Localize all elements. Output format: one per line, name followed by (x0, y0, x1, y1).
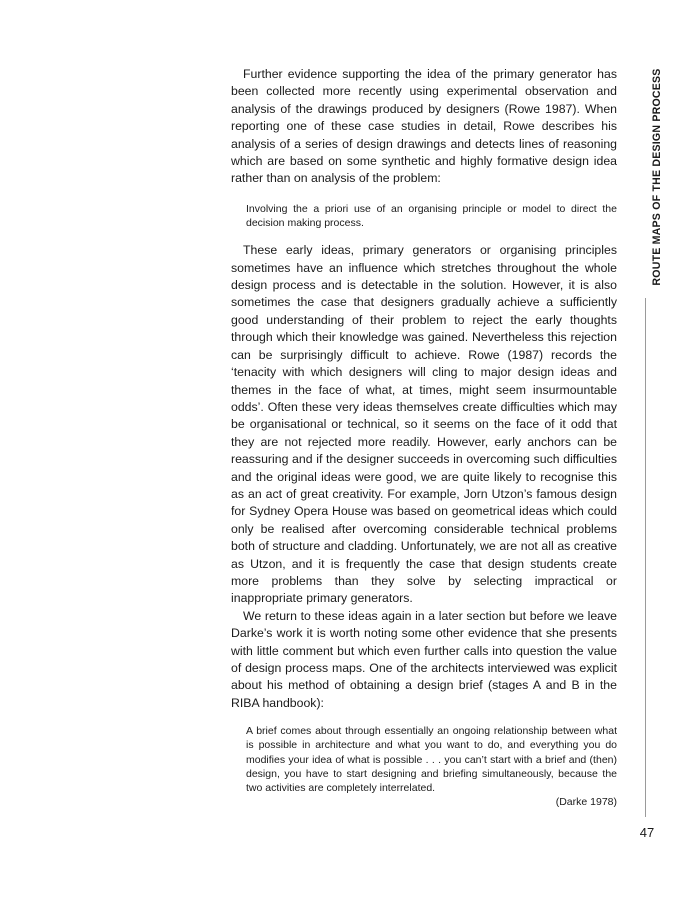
block-quote-2: A brief comes about through essentially an ongoing relationship between what is possible in architecture and what you want to do, and everything you do modifies your idea of what is possible . . . you can’t start with a brief and (then) design, you have to start designing and briefing simultaneously, because the two activities are completely interrelated. (246, 725, 617, 795)
paragraph-3: We return to these ideas again in a later section but before we leave Darke’s work it is worth noting some other evidence that she presents with little comment but which even further calls into question the value of design process maps. One of the architects interviewed was explicit about his method of obtaining a design brief (stages A and B in the RIBA handbook): (231, 608, 617, 710)
margin-rule (645, 298, 646, 817)
quote-citation: (Darke 1978) (555, 796, 617, 809)
paragraph-2: These early ideas, primary generators or organising principles sometimes have an influence which stretches throughout the whole design process and is detectable in the solution. However, it is also sometimes the case that designers gradually achieve a sufficiently good understanding of their problem to reject the early thoughts through which their knowledge was gained. Nevertheless this rejection can be surprisingly difficult to achieve. Rowe (1987) records the ‘tenacity with which designers will cling to major design ideas and themes in the face of what, at times, might seem insurmountable odds’. Often these very ideas themselves create difficulties which may be organisational or technical, so it seems on the face of it odd that they are not rejected more readily. However, early anchors can be reassuring and if the designer succeeds in overcoming such difficulties and the original ideas were good, we are quite likely to recognise this as an act of great creativity. For example, Jorn Utzon’s famous design for Sydney Opera House was based on geometrical ideas which could only be realised after overcoming considerable technical problems both of structure and cladding. Unfortunately, we are not all as creative as Utzon, and it is frequently the case that design students create more problems than they solve by selecting impractical or inappropriate primary generators. (231, 243, 617, 606)
running-title-text: ROUTE MAPS OF THE DESIGN PROCESS (651, 68, 663, 286)
paragraph-1: Further evidence supporting the idea of the primary generator has been collected more recently using experimental observation and analysis of the drawings produced by designers (Rowe 1987). When reporting one of these case studies in detail, Rowe describes his analysis of a series of design drawings and detects lines of reasoning which are based on some synthetic and highly formative design idea rather than on analysis of the problem: (231, 67, 617, 186)
block-quote-1: Involving the a priori use of an organising principle or model to direct the decision making process. (246, 202, 617, 230)
running-title (651, 66, 663, 288)
body-text-column (231, 66, 617, 809)
page-number: 47 (639, 825, 655, 840)
